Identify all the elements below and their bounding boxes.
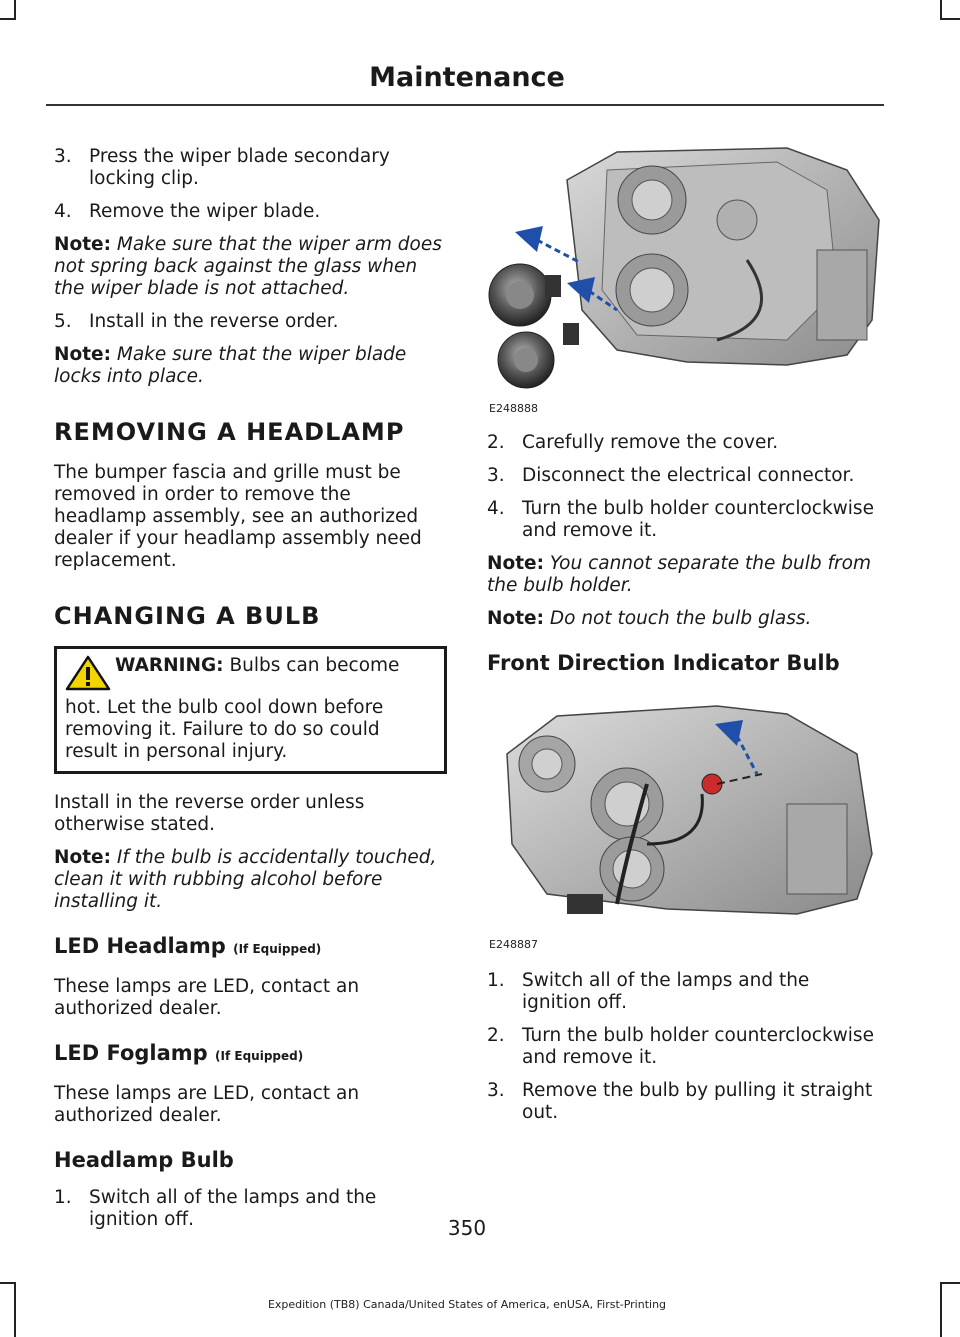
crop-mark-top-left-v [14, 0, 16, 18]
step-item [487, 432, 883, 454]
step-number: 3. [487, 1080, 505, 1101]
step-number: 4. [54, 201, 72, 222]
if-equipped-tag: (If Equipped) [215, 1049, 304, 1063]
note-text: If the bulb is accidentally touched, clean it with rubbing alcohol before installing it. [54, 847, 437, 912]
paragraph: These lamps are LED, contact an authorized dealer. [54, 976, 360, 1019]
step-text: Disconnect the electrical connector. [522, 465, 855, 486]
subheading-led-headlamp [54, 933, 447, 962]
section-heading-changing-bulb: CHANGING A BULB [54, 602, 321, 630]
note-text: Do not touch the bulb glass. [549, 608, 812, 629]
step-number: 1. [487, 970, 505, 991]
note-label: Note: [54, 234, 111, 255]
step-text: Remove the wiper blade. [89, 201, 321, 222]
step-text: Switch all of the lamps and the ignition off. [522, 970, 810, 1013]
step-text: Press the wiper blade secondary locking clip. [89, 146, 390, 189]
figure-headlamp-rear [487, 140, 883, 418]
paragraph: These lamps are LED, contact an authorized dealer. [54, 1083, 360, 1126]
step-item [487, 465, 883, 487]
page-number: 350 [447, 1216, 487, 1240]
note [487, 553, 883, 597]
step-item [487, 1080, 883, 1124]
crop-mark-top-right-h [940, 18, 960, 20]
note [54, 234, 447, 300]
step-number: 3. [54, 146, 72, 167]
figure-id: E248887 [489, 938, 538, 951]
header-rule [46, 104, 884, 106]
crop-mark-bottom-right-v [940, 1282, 942, 1337]
step-number: 2. [487, 432, 505, 453]
subheading-headlamp-bulb: Headlamp Bulb [54, 1148, 234, 1172]
crop-mark-top-right-v [940, 0, 942, 18]
paragraph: Install in the reverse order unless otherwise stated. [54, 792, 365, 835]
note [54, 344, 447, 388]
step-text: Install in the reverse order. [89, 311, 339, 332]
crop-mark-top-left-h [0, 18, 16, 20]
note-label: Note: [54, 847, 111, 868]
left-column [54, 146, 447, 1242]
section-heading-removing-headlamp: REMOVING A HEADLAMP [54, 418, 405, 446]
headlamp-illustration-2 [487, 694, 883, 934]
note-label: Note: [487, 608, 544, 629]
step-item [54, 146, 447, 190]
subheading-text: LED Headlamp [54, 934, 226, 958]
note [54, 847, 447, 913]
step-text: Remove the bulb by pulling it straight out. [522, 1080, 873, 1123]
subheading-text: LED Foglamp [54, 1041, 208, 1065]
step-text: Turn the bulb holder counterclockwise and remove it. [522, 1025, 874, 1068]
footer-text: Expedition (TB8) Canada/United States of America, enUSA, First-Printing [267, 1298, 667, 1311]
step-number: 3. [487, 465, 505, 486]
subheading-front-direction-indicator-bulb: Front Direction Indicator Bulb [487, 651, 840, 675]
figure-indicator-bulb [487, 694, 883, 956]
step-number: 5. [54, 311, 72, 332]
step-number: 2. [487, 1025, 505, 1046]
step-item [487, 1025, 883, 1069]
note [487, 608, 883, 630]
step-text: Turn the bulb holder counterclockwise and remove it. [522, 498, 874, 541]
note-text: Make sure that the wiper blade locks into place. [54, 344, 407, 387]
paragraph: The bumper fascia and grille must be removed in order to remove the headlamp assembly, see an authorized dealer if your headlamp assembly need replacement. [54, 462, 422, 571]
note-text: You cannot separate the bulb from the bulb holder. [487, 553, 871, 596]
headlamp-illustration-1 [487, 140, 883, 398]
step-item [54, 311, 447, 333]
subheading-led-foglamp [54, 1040, 447, 1069]
step-item [487, 970, 883, 1014]
note-text: Make sure that the wiper arm does not spring back against the glass when the wiper blade is not attached. [54, 234, 442, 299]
crop-mark-bottom-left-h [0, 1282, 16, 1284]
step-number: 1. [54, 1187, 72, 1208]
note-label: Note: [487, 553, 544, 574]
warning-triangle-icon [65, 655, 111, 697]
warning-label: WARNING: [115, 655, 224, 676]
crop-mark-bottom-right-h [940, 1282, 960, 1284]
warning-box [54, 646, 447, 774]
right-column [487, 140, 883, 1135]
page-title: Maintenance [369, 62, 565, 93]
if-equipped-tag: (If Equipped) [233, 942, 322, 956]
step-item [54, 201, 447, 223]
step-item [487, 498, 883, 542]
step-number: 4. [487, 498, 505, 519]
step-text: Carefully remove the cover. [522, 432, 779, 453]
warning-text: Bulbs can become hot. Let the bulb cool down before removing it. Failure to do so could result in personal injury. [65, 655, 400, 762]
figure-id: E248888 [489, 402, 538, 415]
note-label: Note: [54, 344, 111, 365]
step-text: Switch all of the lamps and the ignition off. [89, 1187, 377, 1230]
